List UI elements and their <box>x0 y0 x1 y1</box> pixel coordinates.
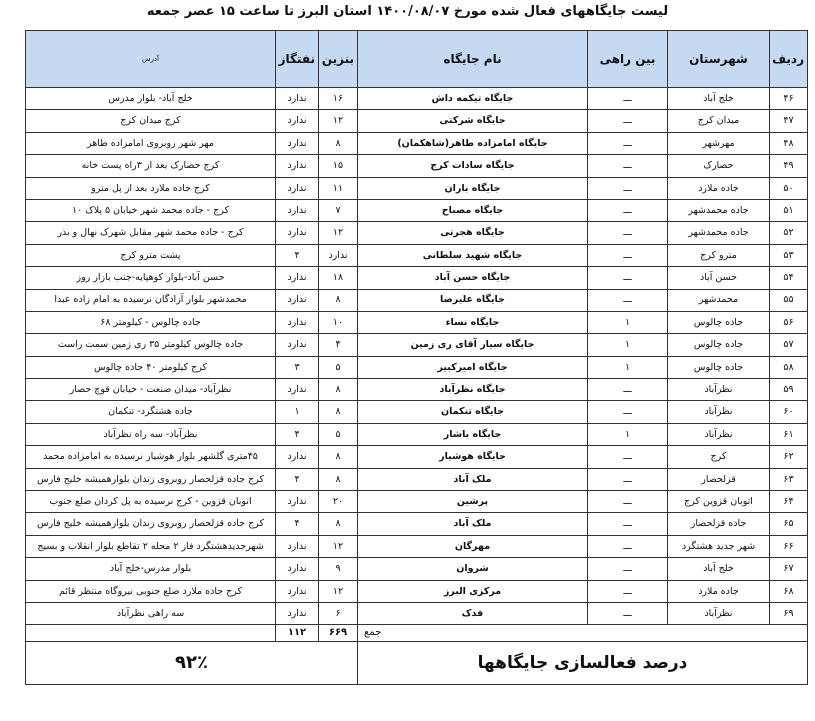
table-row <box>26 356 808 378</box>
gas-cell: ندارد <box>276 580 319 602</box>
summary-petrol-total: ۶۶۹ <box>319 625 358 642</box>
intercity-cell: ـــ <box>588 244 668 266</box>
gas-cell: ندارد <box>276 110 319 132</box>
city-cell: جاده چالوس <box>668 356 770 378</box>
table-row <box>26 88 808 110</box>
city-cell: جاده محمدشهر <box>668 222 770 244</box>
address-cell: کرج حصارک بعد از ۳راه پست خانه <box>26 155 276 177</box>
station-name-cell: جایگاه نظرآباد <box>358 379 588 401</box>
petrol-cell: ۸ <box>319 446 358 468</box>
document-title: لیست جایگاههای فعال شده مورخ ۱۴۰۰/۰۸/۰۷ استان البرز تا ساعت ۱۵ عصر جمعه <box>146 4 669 19</box>
petrol-cell: ۱۵ <box>319 155 358 177</box>
gas-cell: ندارد <box>276 379 319 401</box>
city-cell: خلج آباد <box>668 88 770 110</box>
station-name-cell: جایگاه تیکمه داش <box>358 88 588 110</box>
row-number-cell: ۶۰ <box>770 401 808 423</box>
intercity-cell: ـــ <box>588 513 668 535</box>
petrol-cell: ۱۸ <box>319 267 358 289</box>
address-cell: کرج جاده ملارد ضلع جنوبی نیروگاه منتظر قائم <box>26 580 276 602</box>
city-cell: مهرشهر <box>668 132 770 154</box>
intercity-cell: ـــ <box>588 558 668 580</box>
station-name-cell: جایگاه امامزاده طاهر(شاهکمان) <box>358 132 588 154</box>
row-number-cell: ۴۹ <box>770 155 808 177</box>
row-number-cell: ۶۶ <box>770 535 808 557</box>
row-number-cell: ۶۱ <box>770 423 808 445</box>
table-row <box>26 401 808 423</box>
gas-cell: ندارد <box>276 289 319 311</box>
station-name-cell: جایگاه سادات کرج <box>358 155 588 177</box>
row-number-cell: ۶۴ <box>770 491 808 513</box>
gas-cell: ندارد <box>276 177 319 199</box>
row-number-cell: ۵۱ <box>770 199 808 221</box>
intercity-cell: ـــ <box>588 491 668 513</box>
address-cell: محمدشهر بلوار آزادگان نرسیده به امام زاده عبدا <box>26 289 276 311</box>
petrol-cell: ۱۲ <box>319 535 358 557</box>
petrol-cell: ۸ <box>319 379 358 401</box>
row-number-cell: ۵۵ <box>770 289 808 311</box>
station-name-cell: ملک آباد <box>358 468 588 490</box>
city-cell: شهر جدید هشتگرد <box>668 535 770 557</box>
city-cell: حصارک <box>668 155 770 177</box>
city-cell: مترو کرج <box>668 244 770 266</box>
intercity-cell: ـــ <box>588 446 668 468</box>
summary-label: جمع <box>358 625 808 642</box>
address-cell: اتوبان قزوین - کرج نرسیده به پل کردان ضلع جنوب <box>26 491 276 513</box>
table-row <box>26 558 808 580</box>
petrol-cell: ندارد <box>319 244 358 266</box>
station-name-cell: مهرگان <box>358 535 588 557</box>
summary-row <box>26 625 808 642</box>
city-cell: حسن آباد <box>668 267 770 289</box>
petrol-cell: ۶ <box>319 602 358 624</box>
intercity-cell: ـــ <box>588 222 668 244</box>
gas-cell: ندارد <box>276 446 319 468</box>
table-row <box>26 602 808 624</box>
gas-cell: ندارد <box>276 535 319 557</box>
station-name-cell: شروان <box>358 558 588 580</box>
row-number-cell: ۶۳ <box>770 468 808 490</box>
row-number-cell: ۵۰ <box>770 177 808 199</box>
table-row <box>26 468 808 490</box>
city-cell: محمدشهر <box>668 289 770 311</box>
city-cell: جاده محمدشهر <box>668 199 770 221</box>
station-name-cell: جایگاه نساء <box>358 311 588 333</box>
activation-percent-value: ۹۲٪ <box>26 642 358 685</box>
intercity-cell: ـــ <box>588 602 668 624</box>
summary-blank <box>26 625 276 642</box>
address-cell: پشت مترو کرج <box>26 244 276 266</box>
header-petrol: بنزین <box>319 31 358 88</box>
address-cell: کرج میدان کرج <box>26 110 276 132</box>
address-cell: خلج آباد- بلوار مدرس <box>26 88 276 110</box>
table-row <box>26 177 808 199</box>
row-number-cell: ۴۸ <box>770 132 808 154</box>
row-number-cell: ۶۸ <box>770 580 808 602</box>
gas-cell: ندارد <box>276 222 319 244</box>
intercity-cell: ـــ <box>588 177 668 199</box>
station-name-cell: جایگاه تنکمان <box>358 401 588 423</box>
table-row <box>26 334 808 356</box>
petrol-cell: ۱۱ <box>319 177 358 199</box>
station-name-cell: جایگاه شرکتی <box>358 110 588 132</box>
summary-gas-total: ۱۱۲ <box>276 625 319 642</box>
petrol-cell: ۱۶ <box>319 88 358 110</box>
petrol-cell: ۱۲ <box>319 580 358 602</box>
address-cell: جاده هشتگرد- تنکمان <box>26 401 276 423</box>
gas-cell: ندارد <box>276 558 319 580</box>
station-name-cell: جایگاه امیرکبیر <box>358 356 588 378</box>
station-name-cell: جایگاه حسن آباد <box>358 267 588 289</box>
address-cell: ۴۵متری گلشهر بلوار هوشیار نرسیده به امامزاده محمد <box>26 446 276 468</box>
city-cell: نظرآباد <box>668 379 770 401</box>
row-number-cell: ۵۳ <box>770 244 808 266</box>
address-cell: نظرآباد- سه راه نظرآباد <box>26 423 276 445</box>
city-cell: اتوبان قزوین کرج <box>668 491 770 513</box>
gas-cell: ندارد <box>276 334 319 356</box>
station-name-cell: جایگاه هجرتی <box>358 222 588 244</box>
row-number-cell: ۶۹ <box>770 602 808 624</box>
row-number-cell: ۵۸ <box>770 356 808 378</box>
row-number-cell: ۵۲ <box>770 222 808 244</box>
table-row <box>26 222 808 244</box>
address-cell: سه راهی نظرآباد <box>26 602 276 624</box>
station-name-cell: جایگاه علیرضا <box>358 289 588 311</box>
intercity-cell: ـــ <box>588 110 668 132</box>
row-number-cell: ۴۷ <box>770 110 808 132</box>
intercity-cell: ـــ <box>588 267 668 289</box>
gas-cell: ۴ <box>276 244 319 266</box>
city-cell: نظرآباد <box>668 423 770 445</box>
city-cell: میدان کرج <box>668 110 770 132</box>
address-cell: حسن آباد-بلوار کوهپایه-جنب بازار روز <box>26 267 276 289</box>
city-cell: جاده چالوس <box>668 311 770 333</box>
station-name-cell: جایگاه مصباح <box>358 199 588 221</box>
table-body <box>26 88 808 625</box>
petrol-cell: ۸ <box>319 513 358 535</box>
table-row <box>26 289 808 311</box>
petrol-cell: ۸ <box>319 401 358 423</box>
table-row <box>26 491 808 513</box>
intercity-cell: ۱ <box>588 311 668 333</box>
gas-cell: ندارد <box>276 88 319 110</box>
address-cell: جاده چالوس - کیلومتر ۶۸ <box>26 311 276 333</box>
petrol-cell: ۴ <box>319 334 358 356</box>
intercity-cell: ـــ <box>588 401 668 423</box>
address-cell: بلوار مدرس-خلج آباد <box>26 558 276 580</box>
header-station-name: نام جایگاه <box>358 31 588 88</box>
station-name-cell: جایگاه هوشیار <box>358 446 588 468</box>
intercity-cell: ـــ <box>588 88 668 110</box>
table-row <box>26 199 808 221</box>
table-row <box>26 267 808 289</box>
table-row <box>26 155 808 177</box>
gas-cell: ندارد <box>276 311 319 333</box>
station-name-cell: فدک <box>358 602 588 624</box>
address-cell: شهرجدیدهشتگرد فاز ۲ محله ۲ تقاطع بلوار انقلاب و بسیج <box>26 535 276 557</box>
station-name-cell: جایگاه باشار <box>358 423 588 445</box>
intercity-cell: ـــ <box>588 289 668 311</box>
table-row <box>26 535 808 557</box>
intercity-cell: ۱ <box>588 334 668 356</box>
city-cell: نظرآباد <box>668 401 770 423</box>
city-cell: جاده چالوس <box>668 334 770 356</box>
intercity-cell: ـــ <box>588 580 668 602</box>
gas-cell: ندارد <box>276 155 319 177</box>
city-cell: کرج <box>668 446 770 468</box>
header-intercity: بین راهی <box>588 31 668 88</box>
station-name-cell: جایگاه سیار آقای ری زمین <box>358 334 588 356</box>
row-number-cell: ۵۹ <box>770 379 808 401</box>
intercity-cell: ـــ <box>588 535 668 557</box>
gas-cell: ندارد <box>276 491 319 513</box>
station-name-cell: جایگاه شهید سلطانی <box>358 244 588 266</box>
gas-cell: ندارد <box>276 267 319 289</box>
footer-row <box>26 642 808 685</box>
petrol-cell: ۲۰ <box>319 491 358 513</box>
address-cell: نظرآباد- میدان صنعت - خیابان قوچ حصار <box>26 379 276 401</box>
city-cell: جاده قزلحصار <box>668 513 770 535</box>
station-name-cell: جایگاه باران <box>358 177 588 199</box>
intercity-cell: ۱ <box>588 356 668 378</box>
gas-cell: ندارد <box>276 132 319 154</box>
address-cell: کرج جاده قزلحصار روبروی زندان بلوارهمیشه خلیج فارس <box>26 513 276 535</box>
city-cell: جاده ملارد <box>668 580 770 602</box>
city-cell: جاده ملارد <box>668 177 770 199</box>
petrol-cell: ۹ <box>319 558 358 580</box>
header-address: آدرس <box>26 31 276 88</box>
header-city: شهرستان <box>668 31 770 88</box>
petrol-cell: ۱۲ <box>319 110 358 132</box>
address-cell: کرج - جاده محمد شهر خیابان ۵ پلاک ۱۰ <box>26 199 276 221</box>
intercity-cell: ـــ <box>588 199 668 221</box>
intercity-cell: ـــ <box>588 468 668 490</box>
row-number-cell: ۵۷ <box>770 334 808 356</box>
gas-cell: ۳ <box>276 356 319 378</box>
row-number-cell: ۶۷ <box>770 558 808 580</box>
table-row <box>26 132 808 154</box>
row-number-cell: ۴۶ <box>770 88 808 110</box>
station-name-cell: مرکزی البرز <box>358 580 588 602</box>
table-row <box>26 379 808 401</box>
gas-cell: ندارد <box>276 602 319 624</box>
table-row <box>26 110 808 132</box>
petrol-cell: ۵ <box>319 423 358 445</box>
header-row <box>26 31 808 88</box>
table-row <box>26 446 808 468</box>
intercity-cell: ـــ <box>588 132 668 154</box>
row-number-cell: ۵۶ <box>770 311 808 333</box>
gas-cell: ندارد <box>276 199 319 221</box>
city-cell: قزلحصار <box>668 468 770 490</box>
gas-cell: ۱ <box>276 401 319 423</box>
header-row-number: ردیف <box>770 31 808 88</box>
address-cell: کرج - جاده محمد شهر مقابل شهرک نهال و بذر <box>26 222 276 244</box>
table-row <box>26 513 808 535</box>
address-cell: کرج جاده قزلحصار روبروی زندان بلوارهمیشه خلیج فارس <box>26 468 276 490</box>
petrol-cell: ۱۰ <box>319 311 358 333</box>
gas-cell: ۴ <box>276 513 319 535</box>
row-number-cell: ۵۴ <box>770 267 808 289</box>
address-cell: مهر شهر روبروی امامزاده طاهر <box>26 132 276 154</box>
intercity-cell: ـــ <box>588 379 668 401</box>
city-cell: خلج آباد <box>668 558 770 580</box>
address-cell: کرج کیلومتر ۴۰ جاده چالوس <box>26 356 276 378</box>
table-row <box>26 311 808 333</box>
petrol-cell: ۵ <box>319 356 358 378</box>
station-name-cell: پرشین <box>358 491 588 513</box>
table-row <box>26 580 808 602</box>
gas-cell: ۴ <box>276 468 319 490</box>
table-row <box>26 244 808 266</box>
petrol-cell: ۱۲ <box>319 222 358 244</box>
address-cell: کرج جاده ملارد بعد از پل مترو <box>26 177 276 199</box>
row-number-cell: ۶۲ <box>770 446 808 468</box>
petrol-cell: ۸ <box>319 132 358 154</box>
stations-table <box>25 30 808 685</box>
station-name-cell: ملک آباد <box>358 513 588 535</box>
table-row <box>26 423 808 445</box>
address-cell: جاده چالوس کیلومتر ۳۵ ری زمین سمت راست <box>26 334 276 356</box>
gas-cell: ۴ <box>276 423 319 445</box>
intercity-cell: ـــ <box>588 155 668 177</box>
city-cell: نظرآباد <box>668 602 770 624</box>
activation-percent-label: درصد فعالسازی جایگاهها <box>358 642 808 685</box>
intercity-cell: ۱ <box>588 423 668 445</box>
petrol-cell: ۸ <box>319 468 358 490</box>
header-gas: نفتگاز <box>276 31 319 88</box>
petrol-cell: ۸ <box>319 289 358 311</box>
petrol-cell: ۷ <box>319 199 358 221</box>
row-number-cell: ۶۵ <box>770 513 808 535</box>
